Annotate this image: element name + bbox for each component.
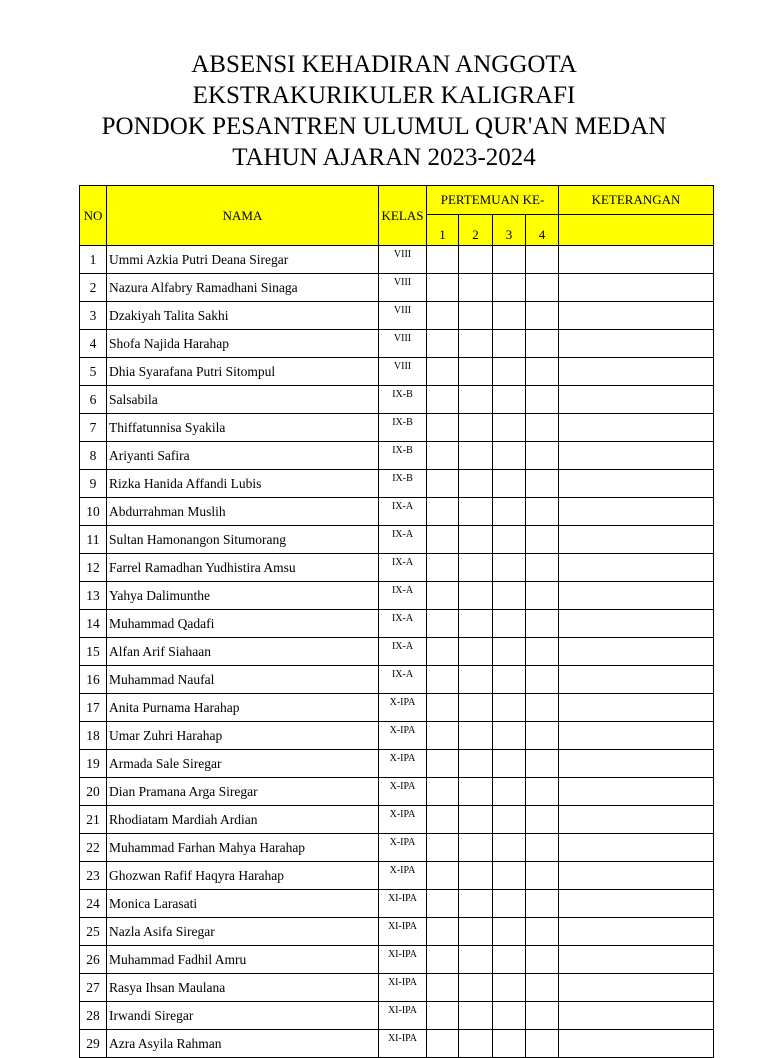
attendance-cell-4 bbox=[526, 1030, 559, 1058]
attendance-cell-2 bbox=[459, 442, 493, 470]
row-nama: Umar Zuhri Harahap bbox=[107, 722, 379, 750]
table-row bbox=[80, 638, 714, 666]
row-kelas: X-IPA bbox=[379, 722, 427, 750]
attendance-cell-2 bbox=[459, 302, 493, 330]
row-kelas: X-IPA bbox=[379, 806, 427, 834]
keterangan-cell bbox=[559, 638, 714, 666]
attendance-cell-1 bbox=[427, 890, 459, 918]
row-no: 1 bbox=[80, 246, 107, 274]
table-row bbox=[80, 274, 714, 302]
table-row bbox=[80, 386, 714, 414]
keterangan-cell bbox=[559, 330, 714, 358]
attendance-cell-2 bbox=[459, 274, 493, 302]
attendance-table bbox=[79, 185, 714, 1058]
row-nama: Azra Asyila Rahman bbox=[107, 1030, 379, 1058]
table-row bbox=[80, 974, 714, 1002]
row-nama: Nazura Alfabry Ramadhani Sinaga bbox=[107, 274, 379, 302]
row-nama: Muhammad Qadafi bbox=[107, 610, 379, 638]
table-row bbox=[80, 330, 714, 358]
row-no: 29 bbox=[80, 1030, 107, 1058]
row-kelas: IX-B bbox=[379, 470, 427, 498]
keterangan-cell bbox=[559, 974, 714, 1002]
keterangan-cell bbox=[559, 442, 714, 470]
row-nama: Rasya Ihsan Maulana bbox=[107, 974, 379, 1002]
attendance-cell-1 bbox=[427, 918, 459, 946]
attendance-cell-1 bbox=[427, 526, 459, 554]
header-keterangan-blank bbox=[559, 215, 714, 246]
attendance-cell-4 bbox=[526, 890, 559, 918]
table-row bbox=[80, 302, 714, 330]
attendance-cell-2 bbox=[459, 834, 493, 862]
row-kelas: XI-IPA bbox=[379, 946, 427, 974]
attendance-cell-1 bbox=[427, 554, 459, 582]
keterangan-cell bbox=[559, 358, 714, 386]
row-no: 10 bbox=[80, 498, 107, 526]
keterangan-cell bbox=[559, 862, 714, 890]
row-nama: Farrel Ramadhan Yudhistira Amsu bbox=[107, 554, 379, 582]
keterangan-cell bbox=[559, 722, 714, 750]
keterangan-cell bbox=[559, 610, 714, 638]
header-keterangan: KETERANGAN bbox=[559, 186, 714, 215]
attendance-cell-4 bbox=[526, 414, 559, 442]
attendance-cell-3 bbox=[493, 330, 526, 358]
row-nama: Irwandi Siregar bbox=[107, 1002, 379, 1030]
attendance-cell-3 bbox=[493, 414, 526, 442]
attendance-cell-3 bbox=[493, 610, 526, 638]
row-no: 3 bbox=[80, 302, 107, 330]
row-nama: Abdurrahman Muslih bbox=[107, 498, 379, 526]
attendance-cell-4 bbox=[526, 638, 559, 666]
attendance-cell-2 bbox=[459, 330, 493, 358]
row-nama: Rizka Hanida Affandi Lubis bbox=[107, 470, 379, 498]
table-row bbox=[80, 1030, 714, 1058]
attendance-cell-4 bbox=[526, 694, 559, 722]
row-kelas: IX-A bbox=[379, 666, 427, 694]
row-kelas: IX-A bbox=[379, 610, 427, 638]
keterangan-cell bbox=[559, 246, 714, 274]
attendance-cell-3 bbox=[493, 302, 526, 330]
row-nama: Ummi Azkia Putri Deana Siregar bbox=[107, 246, 379, 274]
attendance-cell-4 bbox=[526, 610, 559, 638]
attendance-cell-4 bbox=[526, 666, 559, 694]
row-nama: Yahya Dalimunthe bbox=[107, 582, 379, 610]
row-no: 27 bbox=[80, 974, 107, 1002]
row-no: 9 bbox=[80, 470, 107, 498]
attendance-cell-3 bbox=[493, 750, 526, 778]
attendance-cell-3 bbox=[493, 722, 526, 750]
row-nama: Dian Pramana Arga Siregar bbox=[107, 778, 379, 806]
attendance-cell-3 bbox=[493, 1030, 526, 1058]
header-meeting-4: 4 bbox=[526, 215, 559, 246]
keterangan-cell bbox=[559, 386, 714, 414]
table-row bbox=[80, 862, 714, 890]
row-kelas: VIII bbox=[379, 246, 427, 274]
header-kelas: KELAS bbox=[379, 186, 427, 246]
attendance-cell-1 bbox=[427, 946, 459, 974]
attendance-cell-2 bbox=[459, 554, 493, 582]
title-line-3: PONDOK PESANTREN ULUMUL QUR'AN MEDAN bbox=[101, 113, 667, 140]
row-nama: Shofa Najida Harahap bbox=[107, 330, 379, 358]
attendance-cell-4 bbox=[526, 834, 559, 862]
row-kelas: XI-IPA bbox=[379, 1030, 427, 1058]
row-no: 15 bbox=[80, 638, 107, 666]
row-nama: Muhammad Naufal bbox=[107, 666, 379, 694]
table-row bbox=[80, 890, 714, 918]
attendance-cell-4 bbox=[526, 302, 559, 330]
attendance-cell-2 bbox=[459, 722, 493, 750]
attendance-cell-1 bbox=[427, 302, 459, 330]
attendance-cell-2 bbox=[459, 862, 493, 890]
table-row bbox=[80, 666, 714, 694]
attendance-cell-2 bbox=[459, 694, 493, 722]
attendance-cell-3 bbox=[493, 862, 526, 890]
attendance-cell-4 bbox=[526, 582, 559, 610]
row-kelas: IX-A bbox=[379, 638, 427, 666]
header-meeting-1: 1 bbox=[427, 215, 459, 246]
row-nama: Armada Sale Siregar bbox=[107, 750, 379, 778]
row-kelas: XI-IPA bbox=[379, 1002, 427, 1030]
attendance-cell-1 bbox=[427, 470, 459, 498]
keterangan-cell bbox=[559, 778, 714, 806]
attendance-cell-2 bbox=[459, 918, 493, 946]
table-row bbox=[80, 470, 714, 498]
attendance-cell-4 bbox=[526, 246, 559, 274]
attendance-cell-3 bbox=[493, 666, 526, 694]
header-meeting-2: 2 bbox=[459, 215, 493, 246]
keterangan-cell bbox=[559, 666, 714, 694]
row-kelas: XI-IPA bbox=[379, 890, 427, 918]
attendance-cell-1 bbox=[427, 750, 459, 778]
attendance-cell-2 bbox=[459, 470, 493, 498]
attendance-cell-3 bbox=[493, 638, 526, 666]
table-row bbox=[80, 778, 714, 806]
attendance-cell-1 bbox=[427, 694, 459, 722]
keterangan-cell bbox=[559, 470, 714, 498]
table-row bbox=[80, 442, 714, 470]
attendance-cell-2 bbox=[459, 386, 493, 414]
table-row bbox=[80, 526, 714, 554]
attendance-cell-4 bbox=[526, 274, 559, 302]
attendance-cell-3 bbox=[493, 246, 526, 274]
row-no: 23 bbox=[80, 862, 107, 890]
row-kelas: XI-IPA bbox=[379, 974, 427, 1002]
attendance-cell-3 bbox=[493, 526, 526, 554]
table-row bbox=[80, 694, 714, 722]
attendance-cell-4 bbox=[526, 918, 559, 946]
table-body bbox=[80, 246, 714, 1058]
attendance-cell-3 bbox=[493, 554, 526, 582]
row-kelas: VIII bbox=[379, 274, 427, 302]
row-no: 21 bbox=[80, 806, 107, 834]
keterangan-cell bbox=[559, 498, 714, 526]
attendance-cell-1 bbox=[427, 414, 459, 442]
row-nama: Muhammad Fadhil Amru bbox=[107, 946, 379, 974]
table-row bbox=[80, 806, 714, 834]
keterangan-cell bbox=[559, 694, 714, 722]
attendance-cell-4 bbox=[526, 1002, 559, 1030]
row-no: 8 bbox=[80, 442, 107, 470]
row-no: 17 bbox=[80, 694, 107, 722]
row-nama: Salsabila bbox=[107, 386, 379, 414]
table-row bbox=[80, 946, 714, 974]
row-no: 12 bbox=[80, 554, 107, 582]
attendance-cell-4 bbox=[526, 806, 559, 834]
row-no: 7 bbox=[80, 414, 107, 442]
keterangan-cell bbox=[559, 554, 714, 582]
row-no: 13 bbox=[80, 582, 107, 610]
attendance-cell-3 bbox=[493, 274, 526, 302]
attendance-cell-3 bbox=[493, 442, 526, 470]
row-kelas: X-IPA bbox=[379, 750, 427, 778]
attendance-cell-4 bbox=[526, 330, 559, 358]
attendance-cell-2 bbox=[459, 1002, 493, 1030]
keterangan-cell bbox=[559, 946, 714, 974]
table-row bbox=[80, 414, 714, 442]
row-nama: Anita Purnama Harahap bbox=[107, 694, 379, 722]
row-no: 20 bbox=[80, 778, 107, 806]
row-nama: Nazla Asifa Siregar bbox=[107, 918, 379, 946]
table-row bbox=[80, 834, 714, 862]
row-no: 5 bbox=[80, 358, 107, 386]
row-no: 25 bbox=[80, 918, 107, 946]
attendance-cell-1 bbox=[427, 330, 459, 358]
row-kelas: IX-A bbox=[379, 554, 427, 582]
attendance-cell-4 bbox=[526, 778, 559, 806]
row-nama: Dhia Syarafana Putri Sitompul bbox=[107, 358, 379, 386]
row-nama: Ariyanti Safira bbox=[107, 442, 379, 470]
attendance-cell-3 bbox=[493, 582, 526, 610]
row-nama: Alfan Arif Siahaan bbox=[107, 638, 379, 666]
attendance-cell-3 bbox=[493, 918, 526, 946]
header-no: NO bbox=[80, 186, 107, 246]
row-kelas: X-IPA bbox=[379, 778, 427, 806]
attendance-cell-1 bbox=[427, 666, 459, 694]
keterangan-cell bbox=[559, 582, 714, 610]
attendance-cell-2 bbox=[459, 638, 493, 666]
keterangan-cell bbox=[559, 918, 714, 946]
title-line-4: TAHUN AJARAN 2023-2024 bbox=[232, 144, 536, 171]
attendance-cell-4 bbox=[526, 442, 559, 470]
row-kelas: X-IPA bbox=[379, 834, 427, 862]
row-nama: Thiffatunnisa Syakila bbox=[107, 414, 379, 442]
keterangan-cell bbox=[559, 806, 714, 834]
attendance-cell-1 bbox=[427, 358, 459, 386]
row-no: 19 bbox=[80, 750, 107, 778]
attendance-cell-3 bbox=[493, 974, 526, 1002]
row-kelas: XI-IPA bbox=[379, 918, 427, 946]
attendance-cell-4 bbox=[526, 946, 559, 974]
row-no: 14 bbox=[80, 610, 107, 638]
row-no: 18 bbox=[80, 722, 107, 750]
attendance-cell-1 bbox=[427, 638, 459, 666]
header-pertemuan: PERTEMUAN KE- bbox=[427, 186, 559, 215]
title-line-1: ABSENSI KEHADIRAN ANGGOTA bbox=[191, 51, 577, 78]
keterangan-cell bbox=[559, 750, 714, 778]
attendance-cell-2 bbox=[459, 610, 493, 638]
attendance-cell-1 bbox=[427, 442, 459, 470]
table-row bbox=[80, 554, 714, 582]
header-nama: NAMA bbox=[107, 186, 379, 246]
row-kelas: X-IPA bbox=[379, 694, 427, 722]
attendance-cell-4 bbox=[526, 386, 559, 414]
row-no: 4 bbox=[80, 330, 107, 358]
keterangan-cell bbox=[559, 834, 714, 862]
attendance-cell-1 bbox=[427, 1002, 459, 1030]
keterangan-cell bbox=[559, 414, 714, 442]
row-no: 2 bbox=[80, 274, 107, 302]
header-meeting-3: 3 bbox=[493, 215, 526, 246]
attendance-cell-3 bbox=[493, 834, 526, 862]
row-no: 16 bbox=[80, 666, 107, 694]
keterangan-cell bbox=[559, 1002, 714, 1030]
row-nama: Rhodiatam Mardiah Ardian bbox=[107, 806, 379, 834]
keterangan-cell bbox=[559, 890, 714, 918]
title-line-2: EKSTRAKURIKULER KALIGRAFI bbox=[192, 82, 576, 109]
attendance-cell-1 bbox=[427, 498, 459, 526]
row-nama: Dzakiyah Talita Sakhi bbox=[107, 302, 379, 330]
attendance-cell-3 bbox=[493, 890, 526, 918]
row-no: 24 bbox=[80, 890, 107, 918]
attendance-cell-4 bbox=[526, 750, 559, 778]
attendance-cell-4 bbox=[526, 526, 559, 554]
row-kelas: IX-B bbox=[379, 442, 427, 470]
attendance-cell-1 bbox=[427, 1030, 459, 1058]
attendance-cell-3 bbox=[493, 1002, 526, 1030]
table-row bbox=[80, 610, 714, 638]
table-row bbox=[80, 246, 714, 274]
attendance-cell-1 bbox=[427, 722, 459, 750]
attendance-cell-3 bbox=[493, 498, 526, 526]
row-kelas: VIII bbox=[379, 358, 427, 386]
attendance-cell-2 bbox=[459, 974, 493, 1002]
attendance-cell-1 bbox=[427, 834, 459, 862]
attendance-cell-4 bbox=[526, 862, 559, 890]
attendance-cell-1 bbox=[427, 778, 459, 806]
attendance-cell-1 bbox=[427, 862, 459, 890]
row-kelas: VIII bbox=[379, 302, 427, 330]
table-row bbox=[80, 498, 714, 526]
attendance-cell-2 bbox=[459, 526, 493, 554]
attendance-cell-2 bbox=[459, 806, 493, 834]
row-nama: Sultan Hamonangon Situmorang bbox=[107, 526, 379, 554]
attendance-cell-4 bbox=[526, 722, 559, 750]
attendance-cell-4 bbox=[526, 974, 559, 1002]
attendance-cell-3 bbox=[493, 778, 526, 806]
row-no: 22 bbox=[80, 834, 107, 862]
table-row bbox=[80, 1002, 714, 1030]
row-no: 6 bbox=[80, 386, 107, 414]
keterangan-cell bbox=[559, 274, 714, 302]
row-nama: Monica Larasati bbox=[107, 890, 379, 918]
table-row bbox=[80, 722, 714, 750]
table-row bbox=[80, 918, 714, 946]
attendance-cell-4 bbox=[526, 554, 559, 582]
row-kelas: IX-B bbox=[379, 386, 427, 414]
attendance-cell-2 bbox=[459, 750, 493, 778]
row-nama: Ghozwan Rafif Haqyra Harahap bbox=[107, 862, 379, 890]
attendance-cell-4 bbox=[526, 358, 559, 386]
row-no: 28 bbox=[80, 1002, 107, 1030]
row-kelas: X-IPA bbox=[379, 862, 427, 890]
attendance-cell-2 bbox=[459, 414, 493, 442]
attendance-cell-1 bbox=[427, 582, 459, 610]
document-title bbox=[0, 49, 768, 173]
attendance-cell-2 bbox=[459, 778, 493, 806]
table-row bbox=[80, 750, 714, 778]
attendance-cell-2 bbox=[459, 498, 493, 526]
row-no: 11 bbox=[80, 526, 107, 554]
attendance-cell-3 bbox=[493, 470, 526, 498]
attendance-cell-1 bbox=[427, 610, 459, 638]
table-row bbox=[80, 358, 714, 386]
keterangan-cell bbox=[559, 302, 714, 330]
attendance-cell-1 bbox=[427, 386, 459, 414]
attendance-cell-3 bbox=[493, 946, 526, 974]
attendance-cell-1 bbox=[427, 806, 459, 834]
attendance-cell-2 bbox=[459, 946, 493, 974]
attendance-cell-1 bbox=[427, 274, 459, 302]
attendance-cell-3 bbox=[493, 694, 526, 722]
attendance-cell-2 bbox=[459, 666, 493, 694]
attendance-cell-2 bbox=[459, 582, 493, 610]
attendance-cell-2 bbox=[459, 1030, 493, 1058]
attendance-cell-1 bbox=[427, 246, 459, 274]
row-kelas: IX-A bbox=[379, 526, 427, 554]
attendance-cell-1 bbox=[427, 974, 459, 1002]
row-nama: Muhammad Farhan Mahya Harahap bbox=[107, 834, 379, 862]
row-kelas: IX-A bbox=[379, 498, 427, 526]
keterangan-cell bbox=[559, 1030, 714, 1058]
attendance-cell-4 bbox=[526, 470, 559, 498]
attendance-cell-2 bbox=[459, 890, 493, 918]
keterangan-cell bbox=[559, 526, 714, 554]
attendance-cell-2 bbox=[459, 358, 493, 386]
row-kelas: IX-A bbox=[379, 582, 427, 610]
row-kelas: IX-B bbox=[379, 414, 427, 442]
attendance-cell-3 bbox=[493, 386, 526, 414]
attendance-cell-2 bbox=[459, 246, 493, 274]
attendance-cell-3 bbox=[493, 806, 526, 834]
attendance-cell-3 bbox=[493, 358, 526, 386]
row-kelas: VIII bbox=[379, 330, 427, 358]
attendance-cell-4 bbox=[526, 498, 559, 526]
table-row bbox=[80, 582, 714, 610]
row-no: 26 bbox=[80, 946, 107, 974]
